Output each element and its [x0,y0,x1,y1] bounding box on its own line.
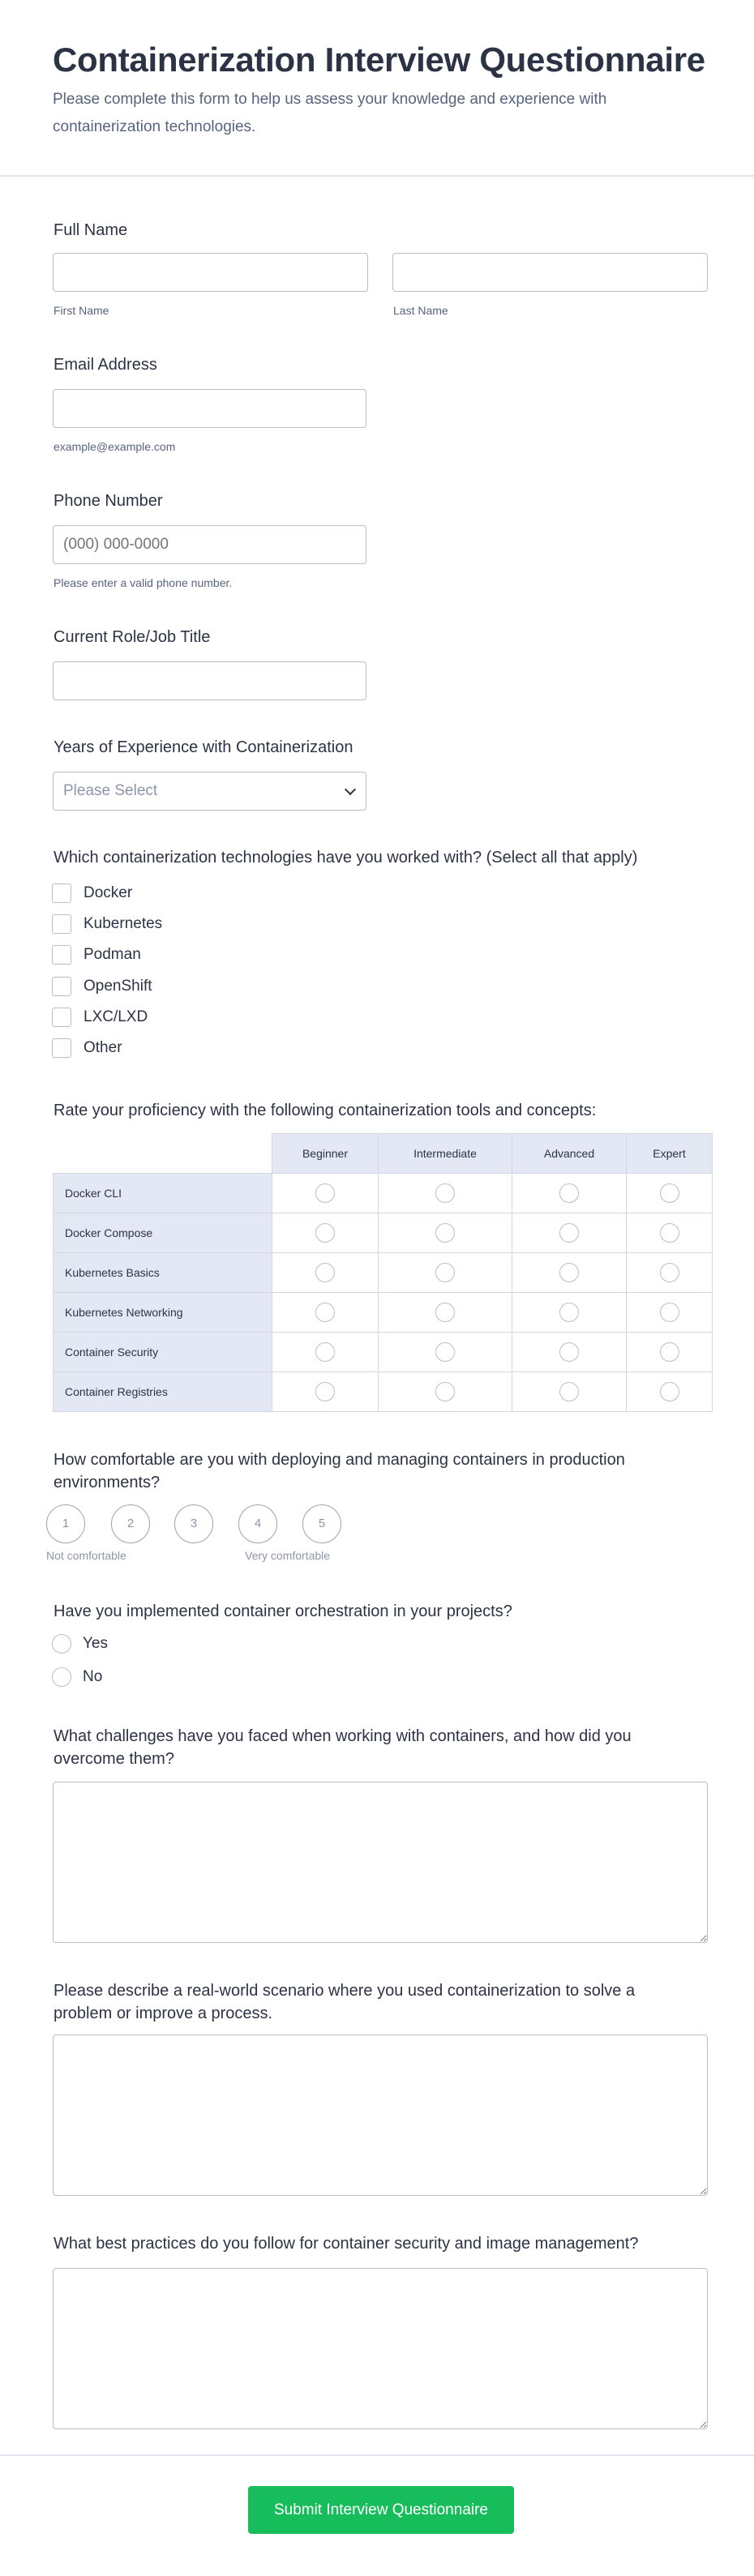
radio-yes[interactable] [52,1634,71,1654]
experience-select[interactable] [53,772,366,811]
checkbox-label: Kubernetes [84,915,163,933]
role-label: Current Role/Job Title [54,628,211,646]
last-name-sublabel: Last Name [393,304,448,317]
option-label: Yes [83,1635,108,1652]
matrix-row [54,1333,713,1372]
matrix-radio[interactable] [435,1382,455,1401]
matrix-cell [512,1253,627,1293]
matrix-row-label: Kubernetes Basics [54,1253,272,1293]
matrix-row-label: Container Security [54,1333,272,1372]
header-divider [0,175,754,177]
option-label: No [83,1668,103,1685]
proficiency-matrix [53,1133,713,1412]
matrix-column-header: Intermediate [379,1134,512,1174]
matrix-cell [512,1174,627,1213]
last-name-input[interactable] [392,253,708,292]
checkbox-label: Podman [84,946,141,964]
matrix-cell [272,1174,379,1213]
matrix-radio[interactable] [435,1342,455,1362]
matrix-radio[interactable] [315,1223,335,1243]
matrix-row [54,1253,713,1293]
matrix-corner [54,1134,272,1174]
technology-option[interactable] [52,975,152,998]
matrix-radio[interactable] [315,1342,335,1362]
matrix-cell [272,1213,379,1253]
checkbox[interactable] [52,884,71,903]
technology-option[interactable] [52,1006,148,1029]
scale-option[interactable]: 2 [111,1504,150,1543]
checkbox[interactable] [52,1038,71,1058]
matrix-cell [627,1293,713,1333]
matrix-radio[interactable] [559,1342,579,1362]
matrix-radio[interactable] [435,1223,455,1243]
matrix-cell [512,1372,627,1412]
footer-divider [0,2454,754,2456]
orchestration-option-no[interactable] [52,1666,102,1688]
matrix-cell [379,1174,512,1213]
matrix-radio[interactable] [315,1263,335,1282]
matrix-row [54,1174,713,1213]
matrix-radio[interactable] [660,1382,679,1401]
matrix-column-header: Beginner [272,1134,379,1174]
scenario-label: Please describe a real-world scenario where you used containerization to solve a problem or improve a process. [54,1982,636,2022]
technology-option[interactable] [52,882,132,905]
matrix-radio[interactable] [435,1263,455,1282]
matrix-cell [272,1253,379,1293]
matrix-cell [379,1333,512,1372]
technology-option[interactable] [52,1037,122,1059]
scale-option[interactable]: 1 [46,1504,85,1543]
first-name-sublabel: First Name [54,304,109,317]
radio-no[interactable] [52,1667,71,1687]
matrix-cell [379,1293,512,1333]
checkbox[interactable] [52,977,71,996]
matrix-cell [627,1333,713,1372]
matrix-row-label: Docker Compose [54,1213,272,1253]
first-name-input[interactable] [53,253,368,292]
matrix-cell [627,1253,713,1293]
matrix-cell [627,1213,713,1253]
matrix-radio[interactable] [559,1303,579,1322]
best-practices-label: What best practices do you follow for container security and image management? [54,2235,639,2253]
matrix-radio[interactable] [660,1263,679,1282]
experience-label: Years of Experience with Containerization [54,738,353,756]
matrix-radio[interactable] [559,1183,579,1203]
full-name-label: Full Name [54,221,128,239]
experience-selected-value: Please Select [63,782,158,799]
scenario-textarea[interactable] [53,2035,708,2196]
matrix-row [54,1213,713,1253]
scale-min-label: Not comfortable [46,1549,126,1562]
matrix-cell [627,1372,713,1412]
matrix-radio[interactable] [559,1263,579,1282]
orchestration-option-yes[interactable] [52,1632,108,1655]
orchestration-label: Have you implemented container orchestration in your projects? [54,1603,512,1620]
chevron-down-icon [345,784,356,795]
checkbox-label: Other [84,1039,122,1056]
checkbox[interactable] [52,914,71,934]
email-hint: example@example.com [54,440,176,453]
page-title: Containerization Interview Questionnaire [53,41,705,79]
phone-input[interactable] [53,525,366,564]
matrix-column-header: Advanced [512,1134,627,1174]
matrix-cell [512,1213,627,1253]
matrix-radio[interactable] [660,1223,679,1243]
page-subtitle: Please complete this form to help us assess your knowledge and experience with containerization technologies. [53,91,607,135]
matrix-radio[interactable] [559,1223,579,1243]
scale-option[interactable]: 4 [238,1504,277,1543]
matrix-radio[interactable] [315,1303,335,1322]
matrix-column-header: Expert [627,1134,713,1174]
matrix-row [54,1293,713,1333]
challenges-textarea[interactable] [53,1782,708,1943]
checkbox-label: Docker [84,884,133,901]
email-input[interactable] [53,389,366,428]
technology-option[interactable] [52,913,162,935]
matrix-cell [379,1372,512,1412]
matrix-radio[interactable] [315,1382,335,1401]
checkbox[interactable] [52,1008,71,1027]
matrix-cell [512,1293,627,1333]
scale-option[interactable]: 5 [302,1504,341,1543]
scale-option[interactable]: 3 [174,1504,213,1543]
email-label: Email Address [54,356,157,374]
challenges-label: What challenges have you faced when working with containers, and how did you overcome them? [54,1727,632,1768]
matrix-radio[interactable] [660,1183,679,1203]
matrix-row [54,1372,713,1412]
matrix-radio[interactable] [435,1183,455,1203]
matrix-cell [379,1253,512,1293]
technologies-label: Which containerization technologies have you worked with? (Select all that apply) [54,849,638,867]
matrix-radio[interactable] [315,1183,335,1203]
proficiency-label: Rate your proficiency with the following containerization tools and concepts: [54,1102,597,1119]
matrix-radio[interactable] [660,1303,679,1322]
matrix-radio[interactable] [559,1382,579,1401]
matrix-cell [272,1333,379,1372]
matrix-cell [272,1293,379,1333]
matrix-cell [272,1372,379,1412]
best-practices-textarea[interactable] [53,2268,708,2429]
checkbox[interactable] [52,945,71,965]
matrix-radio[interactable] [435,1303,455,1322]
matrix-radio[interactable] [660,1342,679,1362]
matrix-cell [627,1174,713,1213]
technology-option[interactable] [52,944,141,966]
submit-button[interactable]: Submit Interview Questionnaire [248,2486,514,2534]
matrix-cell [379,1213,512,1253]
comfort-label: How comfortable are you with deploying and managing containers in production environments? [54,1451,625,1491]
matrix-row-label: Kubernetes Networking [54,1293,272,1333]
phone-hint: Please enter a valid phone number. [54,576,233,589]
matrix-row-label: Container Registries [54,1372,272,1412]
role-input[interactable] [53,661,366,700]
phone-label: Phone Number [54,492,163,510]
matrix-cell [512,1333,627,1372]
scale-max-label: Very comfortable [245,1549,331,1562]
checkbox-label: LXC/LXD [84,1008,148,1025]
checkbox-label: OpenShift [84,977,152,995]
matrix-row-label: Docker CLI [54,1174,272,1213]
